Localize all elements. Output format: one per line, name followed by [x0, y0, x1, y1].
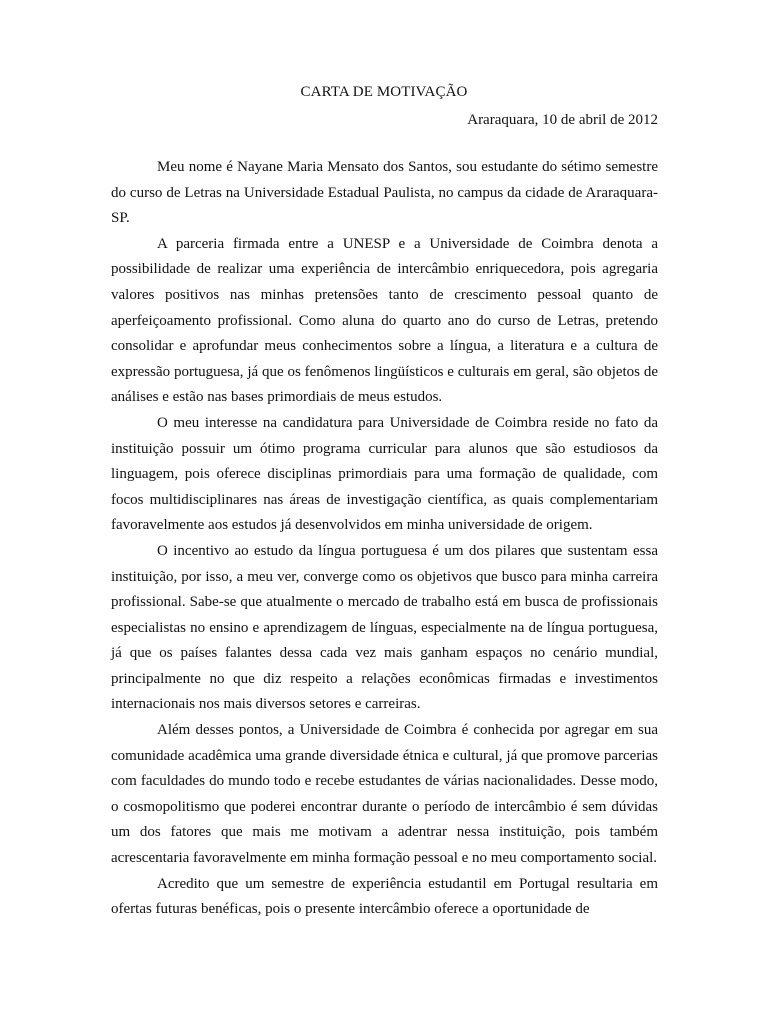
paragraph-conclusion: Acredito que um semestre de experiência estudantil em Portugal resultaria em ofertas futuras benéficas, pois o presente intercâmbio oferece a oportunidade de — [111, 875, 658, 918]
paragraph-diversity: Além desses pontos, a Universidade de Coimbra é conhecida por agregar em sua comunidade acadêmica uma grande diversidade étnica e cultural, já que promove parcerias com faculdades do mundo todo e recebe estudantes de várias nacionalidades. Desse modo, o cosmopolitismo que poderei encontrar durante o período de intercâmbio é sem dúvidas um dos fatores que mais me motivam a adentrar nessa instituição, pois também acrescentaria favoravelmente em minha formação pessoal e no meu comportamento social. — [111, 722, 658, 867]
paragraph-introduction: Meu nome é Nayane Maria Mensato dos Santos, sou estudante do sétimo semestre do curso de Letras na Universidade Estadual Paulista, no campus da cidade de Araraquara-SP. — [111, 159, 658, 227]
paragraph-incentive: O incentivo ao estudo da língua portuguesa é um dos pilares que sustentam essa instituição, por isso, a meu ver, converge como os objetivos que busco para minha carreira profissional. Sabe-se que atualmente o mercado de trabalho está em busca de profissionais especialistas no ensino e aprendizagem de línguas, especialmente na de língua portuguesa, já que os países falantes dessa cada vez mais ganham espaços no cenário mundial, principalmente no que diz respeito a relações econômicas firmadas e investimentos internacionais nos mais diversos setores e carreiras. — [111, 542, 658, 713]
letter-body — [111, 155, 658, 923]
letter-title: CARTA DE MOTIVAÇÃO — [300, 84, 468, 100]
paragraph-interest: O meu interesse na candidatura para Universidade de Coimbra reside no fato da instituição possuir um ótimo programa curricular para alunos que são estudiosos da linguagem, pois oferece disciplinas primordiais para uma formação de qualidade, com focos multidisciplinares nas áreas de investigação científica, as quais complementariam favoravelmente aos estudos já desenvolvidos em minha universidade de origem. — [111, 414, 658, 534]
paragraph-partnership: A parceria firmada entre a UNESP e a Universidade de Coimbra denota a possibilidade de realizar uma experiência de intercâmbio enriquecedora, pois agregaria valores positivos nas minhas pretensões tanto de crescimento pessoal quanto de aperfeiçoamento profissional. Como aluna do quarto ano do curso de Letras, pretendo consolidar e aprofundar meus conhecimentos sobre a língua, a literatura e a cultura de expressão portuguesa, já que os fenômenos lingüísticos e culturais em geral, são objetos de análises e estão nas bases primordiais de meus estudos. — [111, 235, 658, 406]
letter-date: Araraquara, 10 de abril de 2012 — [467, 112, 658, 128]
